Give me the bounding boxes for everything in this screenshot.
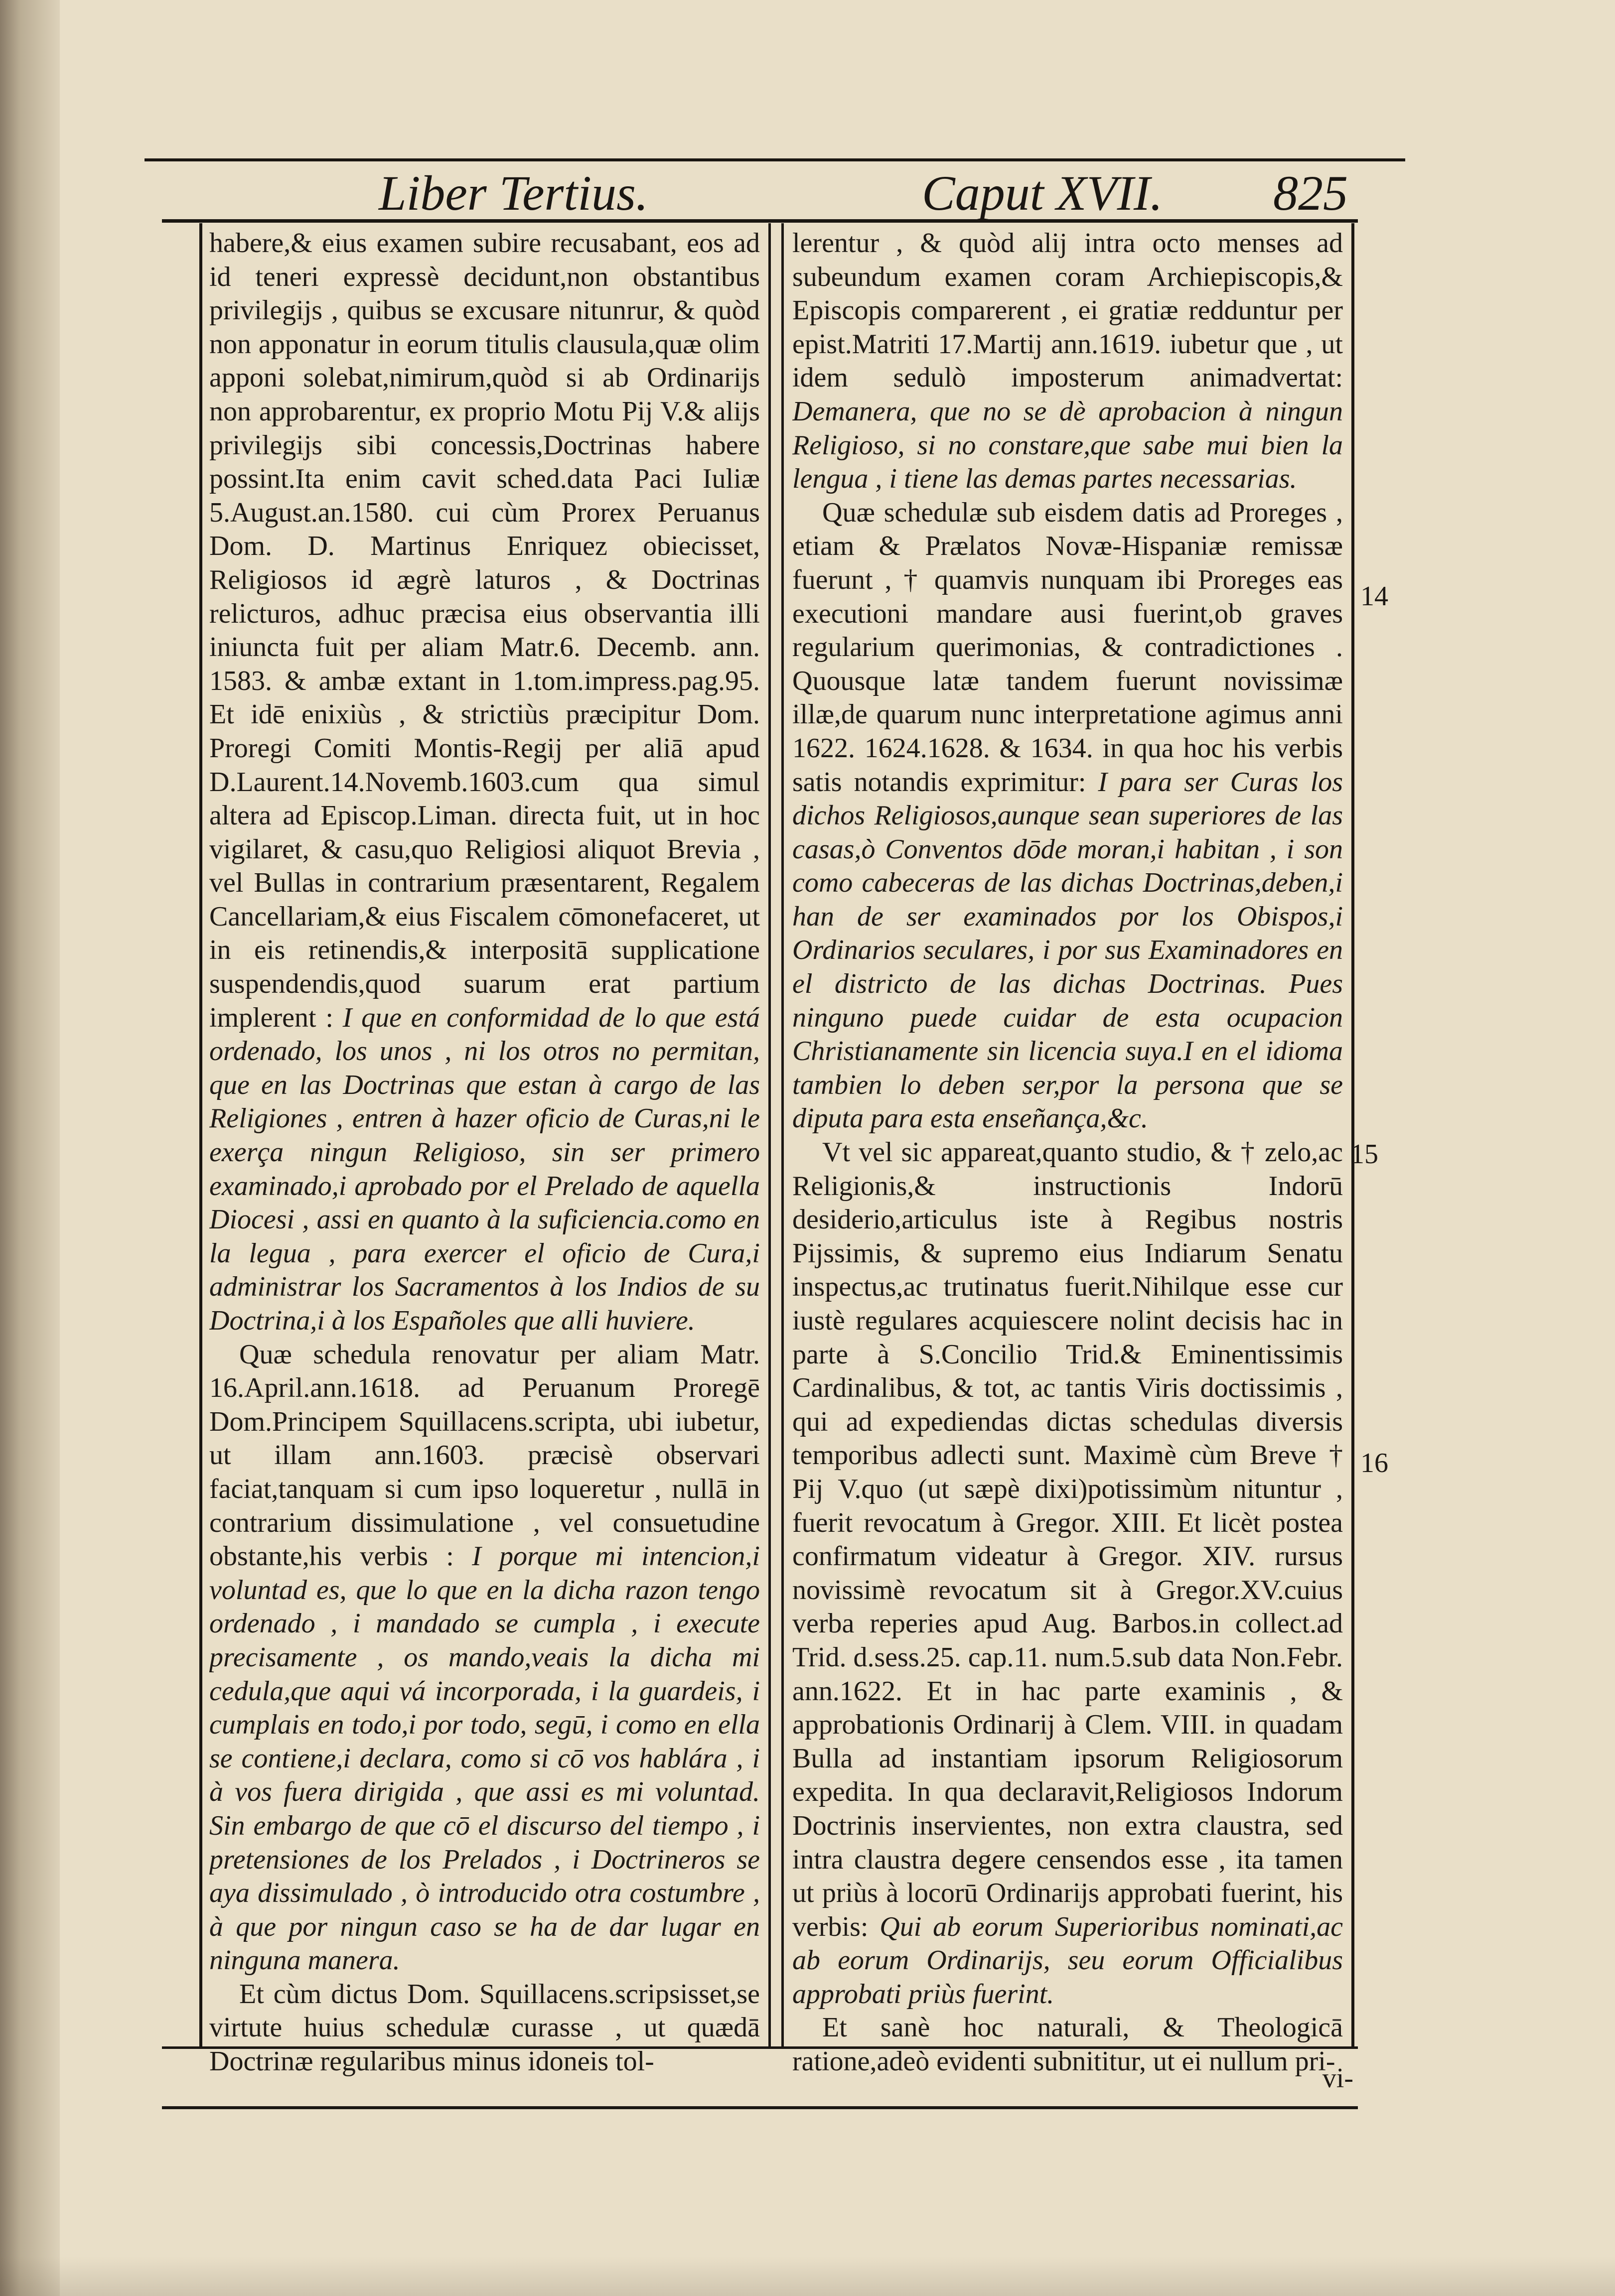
left-frame-rule (199, 223, 202, 2046)
margin-number-15: 15 (1350, 1139, 1378, 1170)
paragraph (792, 1136, 1343, 2011)
italic-quotation: Demanera, que no se dè aprobacion à ningun Religioso, si no constare,que sabe mui bien la lengua , i tiene las demas partes necessarias. (792, 396, 1343, 495)
header-rule (162, 219, 1358, 223)
paragraph (792, 496, 1343, 1136)
paragraph (792, 227, 1343, 496)
page-bottom-shade (0, 2256, 1615, 2296)
margin-number-14: 14 (1360, 581, 1388, 612)
page-gutter-shadow (0, 0, 60, 2296)
text-segment: Quæ schedula renovatur per aliam Matr. 16.April.ann.1618. ad Peruanum Proregē Dom.Principem Squillacens.scripta, ubi iubetur, ut illam ann.1603. præcisè observari faciat,tanquam si cum ipso loqueretur , nullā in contrarium dissimulatione , vel consuetudine obstante,his verbis : (209, 1339, 760, 1572)
footer-rule-lower (162, 2106, 1358, 2109)
text-segment: habere,& eius examen subire recusabant, eos ad id teneri expressè decidunt,non obstantibus privilegijs , quibus se excusare nitunrur, & quòd non apponatur in eorum titulis clausula,quæ olim apponi solebat,nimirum,quòd si ab Ordinarijs non approbarentur, ex proprio Motu Pij V.& alijs privilegijs sibi concessis,Doctrinas habere possint.Ita enim cavit sched.data Paci Iuliæ 5.August.an.1580. cui cùm Prorex Peruanus Dom. D. Martinus Enriquez obiecisset, Religiosos id ægrè laturos , & Doctrinas relicturos, adhuc præcisa eius observantia illi iniuncta fuit per aliam Matr.6. Decemb. ann. 1583. & ambæ extant in 1.tom.impress.pag.95. Et idē enixiùs , & strictiùs præcipitur Dom. Proregi Comiti Montis-Regij per aliā apud D.Laurent.14.Novemb.1603.cum qua simul altera ad Episcop.Liman. directa fuit, ut in hoc vigilaret, & casu,quo Religiosi aliquot Brevia , vel Bullas in contrarium præsentarent, Regalem Cancellariam,& eius Fiscalem cōmonefaceret, ut in eis retinendis,& interpositā supplicatione suspendendis,quod suarum erat partium implerent : (209, 228, 760, 1033)
catchword: vi- (1322, 2063, 1353, 2094)
column-divider-right (781, 223, 784, 2046)
italic-quotation: I para ser Curas los dichos Religiosos,aunque sean superiores de las casas,ò Conventos dōde moran,i habitan , i son como cabeceras de las dichas Doctrinas,deben,i han de ser examinados por los Obispos,i Ordinarios seculares, i por sus Examinadores en el districto de las dichas Doctrinas. Pues ninguno puede cuidar de esta ocupacion Christianamente sin licencia suya.I en el idioma tambien lo deben ser,por la persona que se diputa para esta enseñança,&c. (792, 766, 1343, 1134)
page-number: 825 (1273, 165, 1348, 221)
paragraph (792, 2011, 1343, 2078)
text-segment: Quæ schedulæ sub eisdem datis ad Proreges , etiam & Prælatos Novæ-Hispaniæ remissæ fuerunt , † quamvis nunquam ibi Proreges eas executioni mandare ausi fuerint,ob graves regularium querimonias, & contradictiones . Quousque latæ tandem fuerunt novissimæ illæ,de quarum nunc interpretatione agimus anni 1622. 1624.1628. & 1634. in qua hoc his verbis satis notandis exprimitur: (792, 497, 1343, 798)
paragraph (209, 1978, 760, 2079)
italic-quotation: Qui ab eorum Superioribus nominati,ac ab eorum Ordinarijs, seu eorum Officialibus approbati priùs fuerint. (792, 1911, 1343, 2010)
text-segment: Vt vel sic appareat,quanto studio, & † zelo,ac Religionis,& instructionis Indorū desiderio,articulus iste à Regibus nostris Pijssimis, & supremo eius Indiarum Senatu inspectus,ac trutinatus fuerit.Nihilque esse cur iustè regulares acquiescere nolint decisis hac in parte à S.Concilio Trid.& Eminentissimis Cardinalibus, & tot, ac tantis Viris doctissimis , qui ad expediendas dictas schedulas diversis temporibus adlecti sunt. Maximè cùm Breve † Pij V.quo (ut sæpè dixi)potissimùm nituntur , fuerit revocatum à Gregor. XIII. Et licèt postea confirmatum videatur à Gregor. XIV. rursus novissimè revocatum sit à Gregor.XV.cuius verba reperies apud Aug. Barbos.in collect.ad Trid. d.sess.25. cap.11. num.5.sub data Non.Febr. ann.1622. Et in hac parte examinis , & approbationis Ordinarij à Clem. VIII. in quadam Bulla ad instantiam ipsorum Religiosorum expedita. In qua declaravit,Religiosos Indorum Doctrinis inservientes, non extra claustra, sed intra claustra degere censendos esse , ita tamen ut priùs à locorū Ordinarijs approbati fuerint, his verbis: (792, 1137, 1343, 1942)
text-segment: Et cùm dictus Dom. Squillacens.scripsisset,se virtute huius schedulæ curasse , ut quædā Doctrinæ regularibus minus idoneis tol- (209, 1978, 760, 2077)
top-rule (145, 158, 1405, 161)
text-segment: Et sanè hoc naturali, & Theologicā ratione,adeò evidenti subnititur, ut ei nullum pri- (792, 2012, 1343, 2077)
running-head-chapter: Caput XVII. (922, 165, 1163, 221)
right-frame-rule (1351, 223, 1354, 2046)
right-text-column (792, 227, 1343, 2080)
paragraph (209, 1338, 760, 1978)
running-head-book: Liber Tertius. (379, 165, 648, 221)
italic-quotation: I porque mi intencion,i voluntad es, que lo que en la dicha razon tengo ordenado , i mandado se cumpla , i execute precisamente , os mando,veais la dicha mi cedula,que aqui vá incorporada, i la guardeis, i cumplais en todo,i por todo, segū, i como en ella se contiene,i declara, como si cō vos hablára , i à vos fuera dirigida , que assi es mi voluntad. Sin embargo de que cō el discurso del tiempo , i pretensiones de los Prelados , i Doctrineros se aya dissimulado , ò introducido otra costumbre , à que por ningun caso se ha de dar lugar en ninguna manera. (209, 1541, 760, 1976)
column-divider-left (768, 223, 771, 2046)
text-segment: lerentur , & quòd alij intra octo menses ad subeundum examen coram Archiepiscopis,& Episcopis comparerent , ei gratiæ redduntur per epist.Matriti 17.Martij ann.1619. iubetur que , ut idem sedulò imposterum animadvertat: (792, 228, 1343, 394)
italic-quotation: I que en conformidad de lo que está ordenado, los unos , ni los otros no permitan, que en las Doctrinas que estan à cargo de las Religiones , entren à hazer oficio de Curas,ni le exerça ningun Religioso, sin ser primero examinado,i aprobado por el Prelado de aquella Diocesi , assi en quanto à la suficiencia.como en la legua , para exercer el oficio de Cura,i administrar los Sacramentos à los Indios de su Doctrina,i à los Españoles que alli huviere. (209, 1002, 760, 1336)
paragraph (209, 227, 760, 1338)
left-text-column (209, 227, 760, 2080)
margin-number-16: 16 (1360, 1448, 1388, 1479)
